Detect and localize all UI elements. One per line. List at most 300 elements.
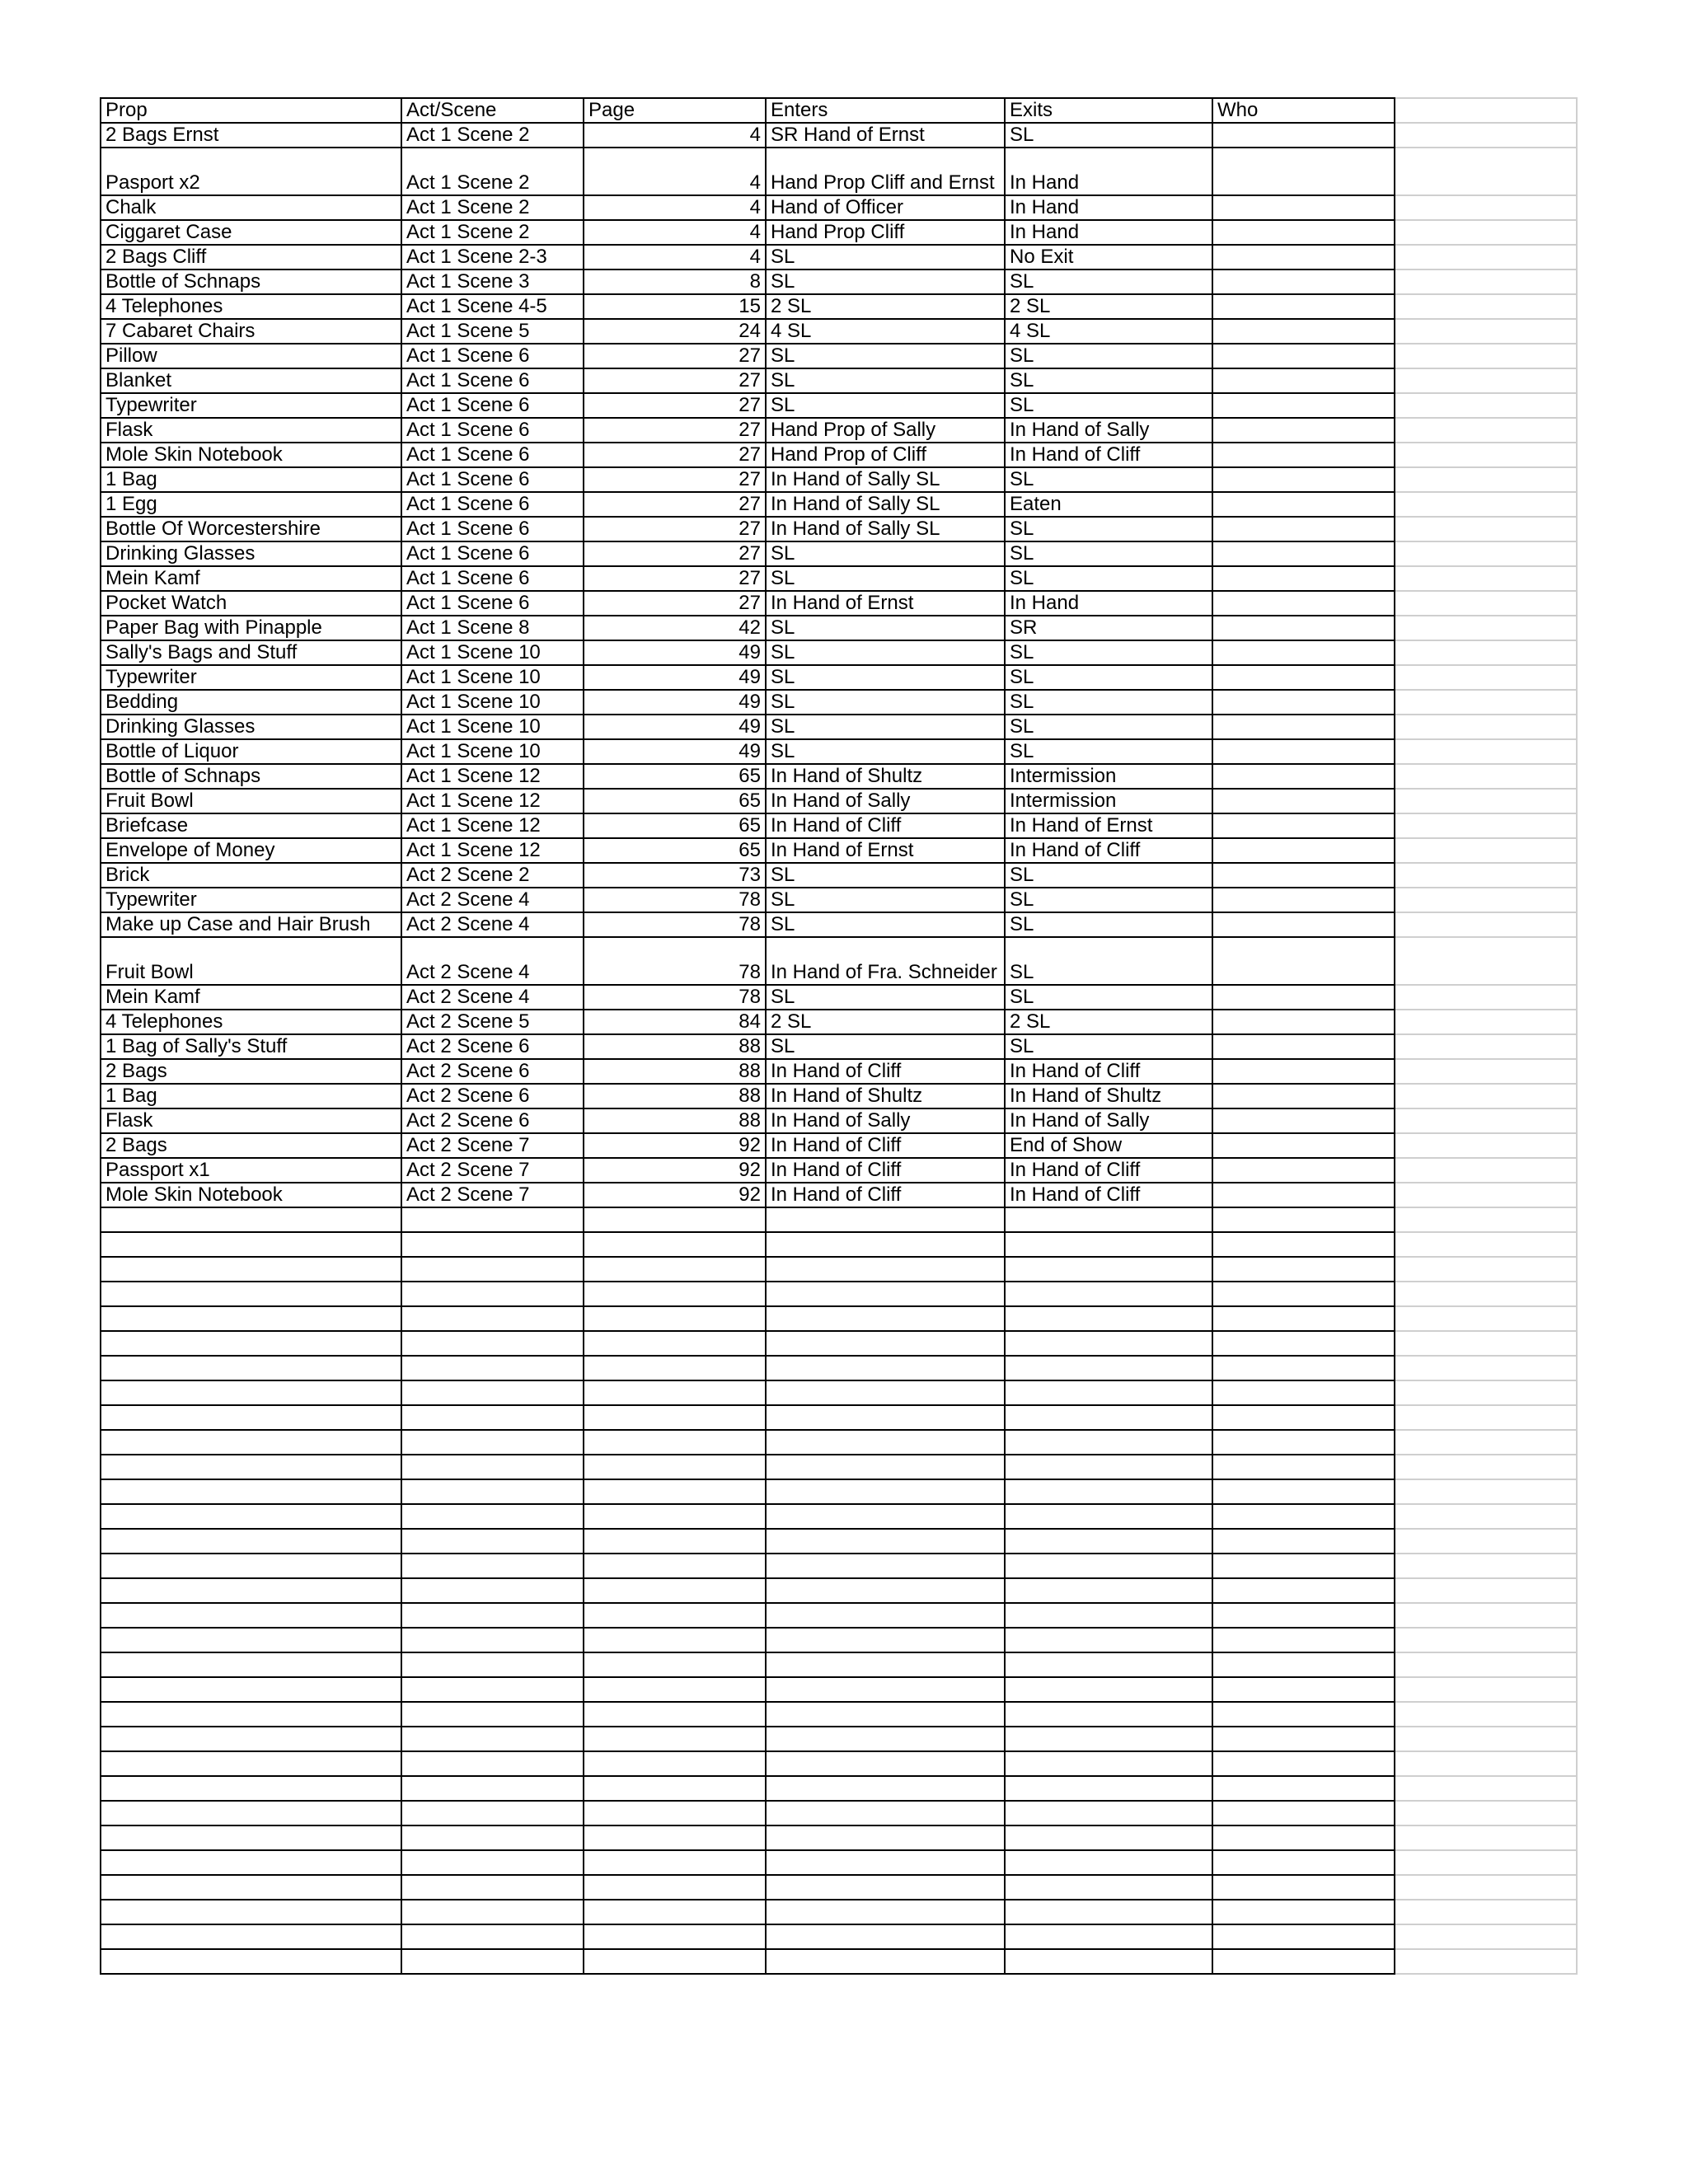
cell-page: [584, 1356, 766, 1380]
cell-who: [1212, 148, 1395, 195]
cell-page: [584, 1554, 766, 1578]
cell-page: 4: [584, 195, 766, 220]
cell-page: 65: [584, 764, 766, 789]
cell-page: 27: [584, 418, 766, 443]
cell-blank: [1395, 1949, 1577, 1974]
cell-enters: In Hand of Sally SL: [766, 467, 1005, 492]
cell-blank: [1395, 418, 1577, 443]
cell-who: [1212, 1801, 1395, 1825]
cell-prop: [101, 1331, 401, 1356]
cell-prop: Typewriter: [101, 888, 401, 912]
cell-enters: [766, 1578, 1005, 1603]
cell-exits: [1005, 1257, 1212, 1282]
cell-prop: 1 Bag: [101, 1084, 401, 1108]
cell-who: [1212, 863, 1395, 888]
cell-act-scene: Act 1 Scene 6: [401, 443, 584, 467]
cell-act-scene: [401, 1232, 584, 1257]
cell-prop: 1 Bag: [101, 467, 401, 492]
cell-prop: [101, 1529, 401, 1554]
cell-exits: SL: [1005, 368, 1212, 393]
cell-act-scene: Act 1 Scene 6: [401, 368, 584, 393]
cell-enters: SL: [766, 541, 1005, 566]
cell-blank: [1395, 937, 1577, 985]
cell-prop: [101, 1850, 401, 1875]
cell-act-scene: Act 1 Scene 6: [401, 344, 584, 368]
cell-act-scene: Act 1 Scene 6: [401, 393, 584, 418]
cell-act-scene: [401, 1628, 584, 1652]
header-act-scene: Act/Scene: [401, 98, 584, 123]
cell-act-scene: [401, 1900, 584, 1924]
cell-act-scene: [401, 1405, 584, 1430]
cell-who: [1212, 517, 1395, 541]
cell-exits: [1005, 1554, 1212, 1578]
cell-page: [584, 1479, 766, 1504]
cell-page: 92: [584, 1158, 766, 1183]
cell-exits: [1005, 1578, 1212, 1603]
cell-blank: [1395, 912, 1577, 937]
cell-act-scene: [401, 1257, 584, 1282]
cell-prop: 4 Telephones: [101, 294, 401, 319]
cell-exits: [1005, 1900, 1212, 1924]
cell-who: [1212, 1430, 1395, 1455]
cell-exits: [1005, 1702, 1212, 1727]
cell-who: [1212, 1405, 1395, 1430]
cell-page: 49: [584, 739, 766, 764]
table-row: [101, 591, 1577, 616]
cell-who: [1212, 344, 1395, 368]
cell-page: [584, 1529, 766, 1554]
cell-who: [1212, 813, 1395, 838]
cell-who: [1212, 220, 1395, 245]
cell-act-scene: [401, 1702, 584, 1727]
cell-page: [584, 1702, 766, 1727]
table-header-row: [101, 98, 1577, 123]
cell-page: 78: [584, 912, 766, 937]
cell-blank: [1395, 492, 1577, 517]
cell-blank: [1395, 1554, 1577, 1578]
table-row: [101, 517, 1577, 541]
cell-act-scene: Act 1 Scene 6: [401, 418, 584, 443]
cell-act-scene: Act 1 Scene 2: [401, 195, 584, 220]
cell-exits: [1005, 1801, 1212, 1825]
cell-exits: In Hand: [1005, 148, 1212, 195]
cell-who: [1212, 1455, 1395, 1479]
cell-page: 78: [584, 985, 766, 1010]
cell-exits: [1005, 1207, 1212, 1232]
cell-blank: [1395, 1652, 1577, 1677]
cell-blank: [1395, 838, 1577, 863]
cell-page: 27: [584, 393, 766, 418]
cell-exits: SL: [1005, 269, 1212, 294]
cell-who: [1212, 739, 1395, 764]
cell-who: [1212, 195, 1395, 220]
cell-act-scene: [401, 1875, 584, 1900]
cell-prop: Bottle of Liquor: [101, 739, 401, 764]
cell-exits: SL: [1005, 541, 1212, 566]
cell-act-scene: Act 2 Scene 6: [401, 1084, 584, 1108]
cell-who: [1212, 1356, 1395, 1380]
cell-who: [1212, 566, 1395, 591]
cell-prop: [101, 1380, 401, 1405]
cell-exits: [1005, 1479, 1212, 1504]
cell-enters: In Hand of Cliff: [766, 1133, 1005, 1158]
cell-page: [584, 1207, 766, 1232]
cell-prop: [101, 1232, 401, 1257]
cell-enters: SL: [766, 665, 1005, 690]
cell-prop: 1 Bag of Sally's Stuff: [101, 1034, 401, 1059]
cell-who: [1212, 1059, 1395, 1084]
cell-page: 4: [584, 220, 766, 245]
cell-who: [1212, 1875, 1395, 1900]
cell-who: [1212, 1554, 1395, 1578]
cell-prop: Fruit Bowl: [101, 789, 401, 813]
cell-prop: Bottle of Schnaps: [101, 269, 401, 294]
cell-act-scene: [401, 1356, 584, 1380]
cell-who: [1212, 418, 1395, 443]
cell-page: [584, 1232, 766, 1257]
cell-who: [1212, 1578, 1395, 1603]
table-row-empty: [101, 1702, 1577, 1727]
cell-prop: Brick: [101, 863, 401, 888]
cell-who: [1212, 368, 1395, 393]
cell-who: [1212, 1479, 1395, 1504]
cell-exits: No Exit: [1005, 245, 1212, 269]
cell-who: [1212, 1504, 1395, 1529]
cell-page: [584, 1850, 766, 1875]
cell-exits: SL: [1005, 690, 1212, 715]
cell-blank: [1395, 517, 1577, 541]
cell-who: [1212, 937, 1395, 985]
cell-prop: Mole Skin Notebook: [101, 443, 401, 467]
cell-who: [1212, 443, 1395, 467]
cell-act-scene: Act 1 Scene 4-5: [401, 294, 584, 319]
cell-enters: In Hand of Ernst: [766, 838, 1005, 863]
cell-exits: End of Show: [1005, 1133, 1212, 1158]
cell-blank: [1395, 1455, 1577, 1479]
cell-act-scene: Act 2 Scene 6: [401, 1034, 584, 1059]
cell-who: [1212, 912, 1395, 937]
table-row: [101, 566, 1577, 591]
table-row: [101, 912, 1577, 937]
cell-blank: [1395, 1578, 1577, 1603]
table-row-empty: [101, 1949, 1577, 1974]
cell-enters: [766, 1232, 1005, 1257]
cell-page: 27: [584, 517, 766, 541]
cell-blank: [1395, 1677, 1577, 1702]
cell-blank: [1395, 1232, 1577, 1257]
cell-blank: [1395, 1183, 1577, 1207]
cell-prop: Bedding: [101, 690, 401, 715]
cell-act-scene: Act 1 Scene 6: [401, 517, 584, 541]
cell-prop: Mein Kamf: [101, 566, 401, 591]
cell-prop: [101, 1554, 401, 1578]
cell-who: [1212, 985, 1395, 1010]
table-row-empty: [101, 1801, 1577, 1825]
cell-enters: [766, 1727, 1005, 1751]
cell-blank: [1395, 1924, 1577, 1949]
cell-prop: [101, 1504, 401, 1529]
cell-exits: [1005, 1430, 1212, 1455]
cell-page: [584, 1331, 766, 1356]
cell-enters: SL: [766, 368, 1005, 393]
cell-page: [584, 1628, 766, 1652]
cell-page: 78: [584, 937, 766, 985]
cell-prop: 7 Cabaret Chairs: [101, 319, 401, 344]
cell-act-scene: Act 2 Scene 7: [401, 1183, 584, 1207]
cell-act-scene: Act 1 Scene 8: [401, 616, 584, 640]
cell-page: 4: [584, 148, 766, 195]
cell-exits: [1005, 1628, 1212, 1652]
cell-act-scene: [401, 1282, 584, 1306]
cell-prop: [101, 1825, 401, 1850]
cell-who: [1212, 1850, 1395, 1875]
table-row-empty: [101, 1529, 1577, 1554]
cell-exits: [1005, 1232, 1212, 1257]
cell-exits: SL: [1005, 467, 1212, 492]
cell-enters: [766, 1356, 1005, 1380]
cell-enters: [766, 1207, 1005, 1232]
cell-act-scene: [401, 1677, 584, 1702]
cell-blank: [1395, 1727, 1577, 1751]
cell-page: 4: [584, 123, 766, 148]
cell-page: 84: [584, 1010, 766, 1034]
table-row-empty: [101, 1751, 1577, 1776]
cell-blank: [1395, 1010, 1577, 1034]
table-row: [101, 148, 1577, 195]
table-row: [101, 269, 1577, 294]
cell-page: [584, 1652, 766, 1677]
cell-enters: [766, 1529, 1005, 1554]
cell-page: [584, 1455, 766, 1479]
cell-exits: In Hand of Sally: [1005, 1108, 1212, 1133]
cell-blank: [1395, 690, 1577, 715]
cell-enters: SL: [766, 566, 1005, 591]
cell-exits: SL: [1005, 517, 1212, 541]
cell-page: [584, 1504, 766, 1529]
cell-prop: Pillow: [101, 344, 401, 368]
cell-act-scene: Act 1 Scene 6: [401, 467, 584, 492]
cell-act-scene: Act 1 Scene 3: [401, 269, 584, 294]
cell-exits: Intermission: [1005, 789, 1212, 813]
cell-page: 88: [584, 1059, 766, 1084]
cell-enters: In Hand of Sally SL: [766, 517, 1005, 541]
cell-blank: [1395, 344, 1577, 368]
table-row: [101, 1158, 1577, 1183]
cell-prop: Passport x1: [101, 1158, 401, 1183]
table-row: [101, 195, 1577, 220]
table-row-empty: [101, 1603, 1577, 1628]
cell-act-scene: Act 1 Scene 10: [401, 690, 584, 715]
cell-enters: [766, 1504, 1005, 1529]
cell-exits: In Hand of Cliff: [1005, 1059, 1212, 1084]
cell-act-scene: Act 1 Scene 5: [401, 319, 584, 344]
cell-exits: [1005, 1529, 1212, 1554]
table-row: [101, 443, 1577, 467]
cell-page: [584, 1405, 766, 1430]
cell-blank: [1395, 764, 1577, 789]
table-row: [101, 344, 1577, 368]
cell-who: [1212, 715, 1395, 739]
table-row: [101, 220, 1577, 245]
cell-prop: Blanket: [101, 368, 401, 393]
cell-enters: SL: [766, 739, 1005, 764]
cell-enters: Hand of Officer: [766, 195, 1005, 220]
table-row: [101, 1059, 1577, 1084]
cell-enters: [766, 1405, 1005, 1430]
cell-act-scene: [401, 1554, 584, 1578]
cell-blank: [1395, 715, 1577, 739]
cell-who: [1212, 1207, 1395, 1232]
cell-enters: SL: [766, 912, 1005, 937]
cell-exits: [1005, 1331, 1212, 1356]
cell-exits: [1005, 1949, 1212, 1974]
cell-prop: 2 Bags: [101, 1133, 401, 1158]
cell-exits: SL: [1005, 715, 1212, 739]
cell-blank: [1395, 467, 1577, 492]
header-prop: Prop: [101, 98, 401, 123]
cell-enters: [766, 1430, 1005, 1455]
cell-prop: [101, 1652, 401, 1677]
cell-enters: SL: [766, 863, 1005, 888]
cell-blank: [1395, 888, 1577, 912]
cell-prop: Typewriter: [101, 665, 401, 690]
table-row-empty: [101, 1652, 1577, 1677]
table-row-empty: [101, 1554, 1577, 1578]
cell-page: 27: [584, 467, 766, 492]
cell-who: [1212, 1380, 1395, 1405]
cell-enters: 2 SL: [766, 294, 1005, 319]
cell-enters: In Hand of Shultz: [766, 1084, 1005, 1108]
cell-page: 24: [584, 319, 766, 344]
cell-blank: [1395, 294, 1577, 319]
header-exits: Exits: [1005, 98, 1212, 123]
cell-act-scene: Act 2 Scene 4: [401, 985, 584, 1010]
cell-enters: [766, 1479, 1005, 1504]
cell-who: [1212, 1158, 1395, 1183]
cell-blank: [1395, 269, 1577, 294]
cell-who: [1212, 690, 1395, 715]
cell-exits: SL: [1005, 1034, 1212, 1059]
cell-exits: In Hand of Sally: [1005, 418, 1212, 443]
table-row: [101, 1034, 1577, 1059]
cell-blank: [1395, 1875, 1577, 1900]
table-row-empty: [101, 1850, 1577, 1875]
table-row-empty: [101, 1479, 1577, 1504]
cell-blank: [1395, 1158, 1577, 1183]
cell-blank: [1395, 863, 1577, 888]
cell-who: [1212, 1306, 1395, 1331]
cell-page: 27: [584, 368, 766, 393]
cell-page: 27: [584, 344, 766, 368]
cell-blank: [1395, 1306, 1577, 1331]
table-row: [101, 715, 1577, 739]
cell-blank: [1395, 1850, 1577, 1875]
cell-act-scene: Act 1 Scene 2-3: [401, 245, 584, 269]
cell-prop: Typewriter: [101, 393, 401, 418]
cell-prop: [101, 1801, 401, 1825]
cell-prop: [101, 1257, 401, 1282]
cell-blank: [1395, 123, 1577, 148]
cell-prop: [101, 1405, 401, 1430]
cell-prop: [101, 1455, 401, 1479]
cell-exits: [1005, 1356, 1212, 1380]
table-row: [101, 245, 1577, 269]
cell-prop: Flask: [101, 1108, 401, 1133]
cell-exits: [1005, 1405, 1212, 1430]
cell-page: 73: [584, 863, 766, 888]
table-row-empty: [101, 1900, 1577, 1924]
cell-act-scene: Act 2 Scene 6: [401, 1059, 584, 1084]
cell-prop: 4 Telephones: [101, 1010, 401, 1034]
cell-enters: [766, 1850, 1005, 1875]
cell-exits: In Hand: [1005, 591, 1212, 616]
cell-blank: [1395, 1207, 1577, 1232]
cell-who: [1212, 492, 1395, 517]
cell-blank: [1395, 195, 1577, 220]
cell-exits: [1005, 1825, 1212, 1850]
cell-exits: SL: [1005, 566, 1212, 591]
cell-enters: Hand Prop of Sally: [766, 418, 1005, 443]
cell-page: 92: [584, 1183, 766, 1207]
cell-act-scene: Act 1 Scene 10: [401, 640, 584, 665]
cell-enters: [766, 1306, 1005, 1331]
cell-prop: [101, 1949, 401, 1974]
table-row-empty: [101, 1331, 1577, 1356]
cell-who: [1212, 1133, 1395, 1158]
cell-who: [1212, 1183, 1395, 1207]
cell-exits: In Hand: [1005, 195, 1212, 220]
cell-prop: 2 Bags: [101, 1059, 401, 1084]
cell-blank: [1395, 665, 1577, 690]
cell-blank: [1395, 985, 1577, 1010]
cell-prop: Ciggaret Case: [101, 220, 401, 245]
cell-who: [1212, 1751, 1395, 1776]
cell-act-scene: [401, 1331, 584, 1356]
cell-blank: [1395, 640, 1577, 665]
cell-page: [584, 1776, 766, 1801]
table-row-empty: [101, 1232, 1577, 1257]
cell-act-scene: [401, 1727, 584, 1751]
cell-prop: [101, 1430, 401, 1455]
cell-blank: [1395, 1603, 1577, 1628]
cell-page: 49: [584, 640, 766, 665]
cell-act-scene: Act 1 Scene 6: [401, 541, 584, 566]
cell-page: 88: [584, 1108, 766, 1133]
cell-act-scene: Act 1 Scene 12: [401, 813, 584, 838]
cell-page: 27: [584, 566, 766, 591]
cell-enters: [766, 1628, 1005, 1652]
cell-who: [1212, 393, 1395, 418]
table-row: [101, 1084, 1577, 1108]
cell-who: [1212, 665, 1395, 690]
cell-enters: SL: [766, 888, 1005, 912]
cell-blank: [1395, 1133, 1577, 1158]
cell-exits: [1005, 1603, 1212, 1628]
table-row-empty: [101, 1628, 1577, 1652]
cell-act-scene: Act 1 Scene 12: [401, 789, 584, 813]
cell-exits: [1005, 1924, 1212, 1949]
cell-blank: [1395, 566, 1577, 591]
cell-blank: [1395, 148, 1577, 195]
cell-exits: SL: [1005, 912, 1212, 937]
cell-exits: [1005, 1380, 1212, 1405]
cell-prop: 2 Bags Ernst: [101, 123, 401, 148]
cell-act-scene: [401, 1776, 584, 1801]
cell-page: [584, 1306, 766, 1331]
cell-blank: [1395, 1479, 1577, 1504]
table-row: [101, 789, 1577, 813]
cell-act-scene: [401, 1949, 584, 1974]
